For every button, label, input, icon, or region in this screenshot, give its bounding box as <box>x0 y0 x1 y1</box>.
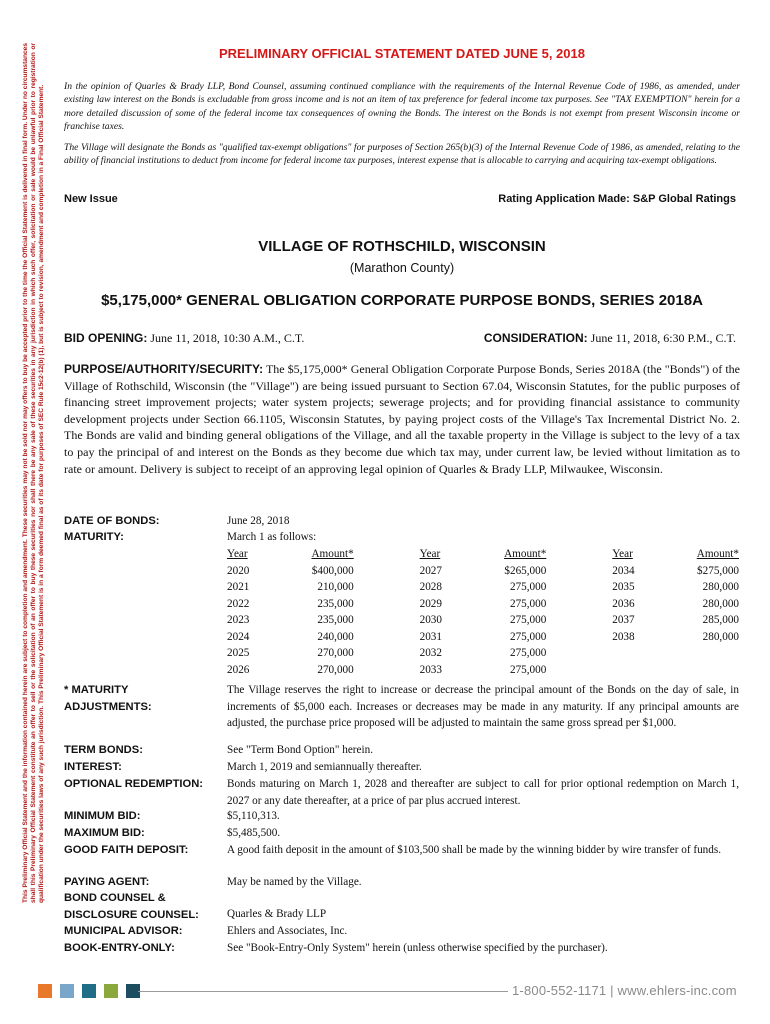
maturity-value: March 1 as follows: <box>227 531 317 543</box>
bid-opening-label: BID OPENING <box>64 331 144 345</box>
optional-redemption-value: Bonds maturing on March 1, 2028 and thereafter are subject to call for prior optional redemption on March 1, 2027 or any date thereafter, at a price of par plus accrued interest. <box>227 778 739 807</box>
table-row <box>227 596 739 613</box>
maturity-year: 2030 <box>419 614 442 626</box>
interest-value: March 1, 2019 and semiannually thereafter. <box>227 761 422 773</box>
maturity-amount: 275,000 <box>509 630 547 643</box>
logo-block <box>38 984 52 998</box>
maturity-amount: 275,000 <box>509 663 547 676</box>
maturity-amount: 275,000 <box>509 647 547 659</box>
table-row <box>227 579 739 596</box>
date-of-bonds-value: June 28, 2018 <box>227 515 290 527</box>
maturity-amount: 270,000 <box>317 647 354 659</box>
document-title: PRELIMINARY OFFICIAL STATEMENT DATED JUNE 5, 2018 <box>219 46 585 61</box>
paying-agent-value: May be named by the Village. <box>227 876 362 888</box>
date-of-bonds-label: DATE OF BONDS: <box>64 515 160 527</box>
minimum-bid-value: $5,110,313. <box>227 810 280 822</box>
maturity-schedule-table <box>227 546 739 678</box>
purpose-label: PURPOSE/AUTHORITY/SECURITY: <box>64 362 264 376</box>
maturity-adjustments-value: The Village reserves the right to increase or decrease the principal amount of the Bonds on the day of sale, in increments of $5,000 each. Increases or decreases may be made in any maturity. If any principal amounts are adjusted, the purchase price proposed will be adjusted to maintain the same gross spread per $1,000. <box>227 684 739 729</box>
maturity-year: 2022 <box>227 597 250 610</box>
issuer-name: VILLAGE OF ROTHSCHILD, WISCONSIN <box>258 238 546 255</box>
tax-opinion-paragraph: In the opinion of Quarles & Brady LLP, Bond Counsel, assuming continued compliance with the requirements of the Internal Revenue Code of 1986, as amended, under existing law interest on the Bonds is excludable from gross income and is not an item of tax preference for federal income tax purposes. See "TAX EXEMPTION" herein for a more detailed discussion of some of the federal income tax consequences of owning the Bonds. The interest on the Bonds is not exempt from present Wisconsin income or franchise taxes. <box>64 81 740 133</box>
maximum-bid-value: $5,485,500. <box>227 827 281 839</box>
maturity-amount: $275,000 <box>697 564 739 577</box>
maturity-year: 2029 <box>419 597 442 610</box>
maturity-year <box>612 662 683 679</box>
maturity-year: 2028 <box>419 581 442 593</box>
maturity-amount: $400,000 <box>311 564 354 577</box>
municipal-advisor-value: Ehlers and Associates, Inc. <box>227 925 348 937</box>
maturity-adjustments-label-line2: ADJUSTMENTS: <box>64 700 152 713</box>
maturity-year: 2038 <box>612 630 635 643</box>
bid-opening-value: June 11, 2018, 10:30 A.M., C.T. <box>150 331 305 345</box>
book-entry-only-value: See "Book-Entry-Only System" herein (unless otherwise specified by the purchaser). <box>227 942 608 954</box>
maturity-year: 2036 <box>612 597 635 610</box>
maturity-year: 2035 <box>612 581 635 593</box>
bond-counsel-label <box>64 890 199 923</box>
maturity-amount <box>683 662 739 679</box>
maturity-year: 2020 <box>227 564 250 577</box>
logo-block <box>82 984 96 998</box>
table-row <box>227 645 739 662</box>
bid-opening: BID OPENING: June 11, 2018, 10:30 A.M., C.T. <box>64 331 305 345</box>
maturity-amount: 270,000 <box>317 663 354 676</box>
maturity-amount: 280,000 <box>702 581 739 593</box>
maturity-year: 2024 <box>227 630 250 643</box>
maturity-year: 2021 <box>227 581 250 593</box>
maturity-adjustments-label <box>64 682 152 715</box>
table-row <box>227 612 739 629</box>
maturity-amount: 280,000 <box>702 630 739 643</box>
maturity-year: 2027 <box>419 564 442 577</box>
purpose-paragraph <box>64 361 740 477</box>
maturity-year: 2023 <box>227 614 250 626</box>
rating-note: Rating Application Made: S&P Global Ratings <box>498 193 736 205</box>
header-amount: Amount* <box>311 548 354 560</box>
consideration-value: June 11, 2018, 6:30 P.M., C.T. <box>590 331 736 345</box>
table-row <box>227 629 739 646</box>
municipal-advisor-label: MUNICIPAL ADVISOR: <box>64 925 183 937</box>
qualified-obligations-paragraph: The Village will designate the Bonds as "qualified tax-exempt obligations" for purposes of Section 265(b)(3) of the Internal Revenue Code of 1986, as amended, relating to the ability of financial institutions to deduct from income for federal income tax purposes, interest expense that is allocable to carrying and acquiring tax-exempt obligations. <box>64 142 740 167</box>
minimum-bid-label: MINIMUM BID: <box>64 810 141 822</box>
good-faith-deposit-value: A good faith deposit in the amount of $103,500 shall be made by the winning bidder by wire transfer of funds. <box>227 844 722 856</box>
paying-agent-label: PAYING AGENT: <box>64 876 150 888</box>
maturity-year: 2037 <box>612 614 635 626</box>
book-entry-only-label: BOOK-ENTRY-ONLY: <box>64 942 175 954</box>
consideration-label: CONSIDERATION <box>483 331 584 345</box>
preliminary-disclaimer-sidebar: This Preliminary Official Statement and the information contained herein are subject to completion and amendment. These securities may not be sold nor may offers to buy be accepted prior to the time the Official Statement is delivered in final form. Under no circumstances shall this Preliminary Official Statement constitute an offer to sell or the solicitation of an offer to buy these securities nor shall there be any sale of these securities in any jurisdiction in which such offer, solicitation or sale would be unlawful prior to registration or qualification under the securities laws of any such jurisdiction. This Preliminary Official Statement is in a form deemed final as of its date for purposes of SEC Rule 15c2-12(b) (1), but is subject to revision, amendment and completion in a Final Official Statement. <box>22 43 46 903</box>
maturity-amount: $265,000 <box>504 564 547 577</box>
maturity-year: 2032 <box>419 647 442 659</box>
header-year: Year <box>612 548 633 560</box>
table-row <box>227 563 739 580</box>
logo-block <box>60 984 74 998</box>
bond-counsel-label-line1: BOND COUNSEL & <box>64 892 166 904</box>
maturity-year: 2026 <box>227 663 250 676</box>
consideration: CONSIDERATION: June 11, 2018, 6:30 P.M., C.T. <box>483 331 736 345</box>
bond-counsel-value: Quarles & Brady LLP <box>227 908 327 920</box>
maturity-amount <box>683 645 739 662</box>
maturity-label: MATURITY: <box>64 531 124 543</box>
maturity-amount: 210,000 <box>317 581 354 593</box>
maturity-amount: 240,000 <box>317 630 354 643</box>
maturity-amount: 275,000 <box>509 581 547 593</box>
good-faith-deposit-label: GOOD FAITH DEPOSIT: <box>64 844 189 856</box>
maturity-year <box>612 645 683 662</box>
maturity-year: 2031 <box>419 630 442 643</box>
maturity-amount: 280,000 <box>702 597 739 610</box>
term-bonds-value: See "Term Bond Option" herein. <box>227 744 373 756</box>
bond-title: $5,175,000* GENERAL OBLIGATION CORPORATE PURPOSE BONDS, SERIES 2018A <box>101 292 703 309</box>
maximum-bid-label: MAXIMUM BID: <box>64 827 145 839</box>
bond-counsel-label-line2: DISCLOSURE COUNSEL: <box>64 908 199 921</box>
optional-redemption-label: OPTIONAL REDEMPTION: <box>64 778 204 790</box>
maturity-amount: 285,000 <box>702 614 739 626</box>
logo-block <box>104 984 118 998</box>
maturity-adjustments-label-line1: * MATURITY <box>64 684 129 696</box>
interest-label: INTEREST: <box>64 761 122 773</box>
maturity-amount: 235,000 <box>317 614 354 626</box>
issue-type: New Issue <box>64 193 118 205</box>
maturity-year: 2033 <box>419 663 442 676</box>
maturity-year: 2034 <box>612 564 635 577</box>
header-amount: Amount* <box>696 548 739 560</box>
maturity-table-header <box>227 546 739 563</box>
maturity-amount: 235,000 <box>317 597 354 610</box>
header-year: Year <box>419 548 441 560</box>
footer-divider <box>138 991 508 992</box>
issuer-county: (Marathon County) <box>349 261 455 275</box>
purpose-text: The $5,175,000* General Obligation Corporate Purpose Bonds, Series 2018A (the "Bonds") of the Village of Rothschild, Wisconsin (the "Village") are being issued pursuant to Section 67.04, Wisconsin Statutes, for the public purposes of financing street improvement projects; water system projects; sewerage projects; and for providing financial assistance to community development projects under Section 66.1105, Wisconsin Statutes, by paying project costs of the Village's Tax Incremental District No. 2. The Bonds are valid and binding general obligations of the Village, and all the taxable property in the Village is subject to the levy of a tax to pay the principal of and interest on the Bonds as they become due which tax may, under current law, be levied without limitation as to rate or amount. Delivery is subject to receipt of an approving legal opinion of Quarles & Brady LLP, Milwaukee, Wisconsin. <box>64 362 740 476</box>
header-amount: Amount* <box>504 548 547 560</box>
header-year: Year <box>227 548 248 560</box>
term-bonds-label: TERM BONDS: <box>64 744 143 756</box>
table-row <box>227 662 739 679</box>
maturity-year: 2025 <box>227 647 250 659</box>
footer-contact: 1-800-552-1171 | www.ehlers-inc.com <box>512 983 737 998</box>
maturity-amount: 275,000 <box>509 597 547 610</box>
maturity-amount: 275,000 <box>509 614 547 626</box>
